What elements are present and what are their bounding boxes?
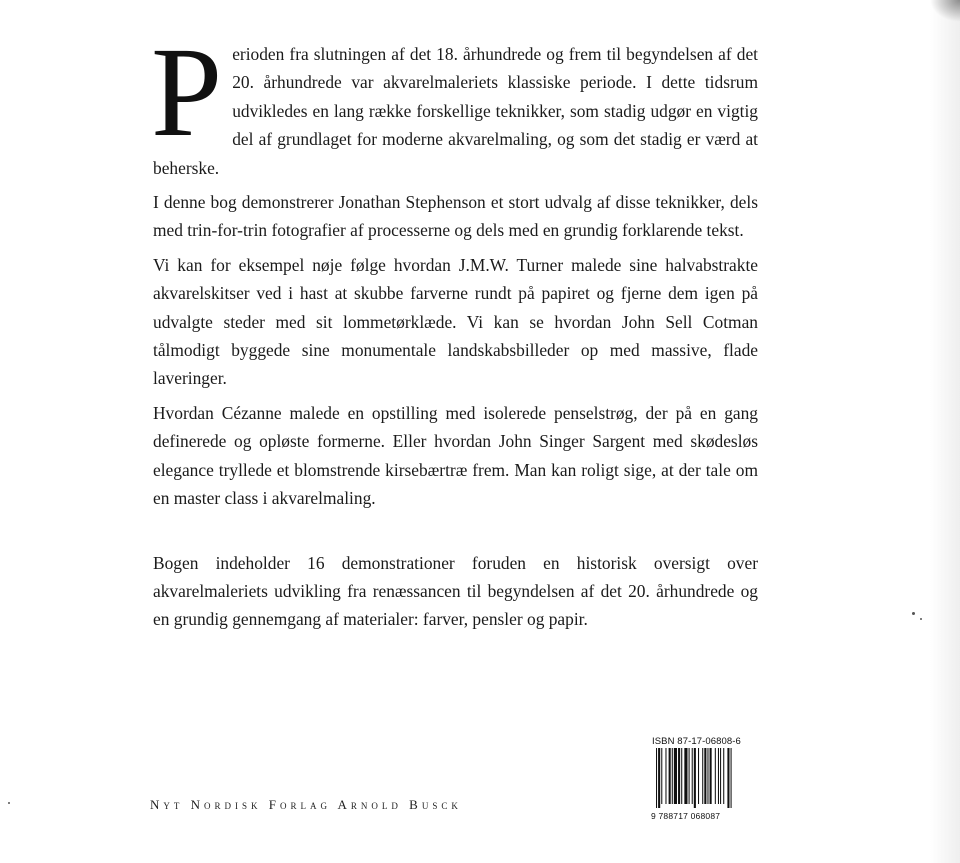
paragraph-techniques: I denne bog demonstrerer Jonathan Stephenson et stort udvalg af disse teknikker, dels med trin-for-trin fotografier af processerne og dels med en grundig forklarende tekst.: [153, 192, 758, 241]
barcode-bar: [698, 748, 699, 804]
paragraph-turner-cotman: Vi kan for eksempel nøje følge hvordan J.M.W. Turner malede sine halvabstrakte akvarelskitser ved i hast at skubbe farverne rundt på papiret og fjerne dem igen på udvalgte steder med sit lommetørklæde. Vi kan se hvordan John Sell Cotman tålmodigt byggede sine monumentale landskabsbilleder op med massive, flade laveringer.: [153, 254, 758, 389]
barcode-bar: [702, 748, 703, 804]
barcode-bar: [723, 748, 724, 804]
paragraph-intro: [151, 21, 758, 182]
barcode-bar: [720, 748, 721, 804]
paragraph-intro-text: erioden fra slutningen af det 18. århundrede og frem til begyndelsen af det 20. århundrede var akvarelmaleriets klassiske periode. I dette tidsrum udvikledes en lang række forskellige teknikker, som stadig udgør en vigtig del af grundlaget for moderne akvarelmaling, og som det stadig er værd at beherske.: [153, 44, 758, 178]
barcode-bar: [689, 748, 690, 804]
description-text: [151, 21, 758, 640]
page-edge-shadow: [930, 0, 960, 863]
barcode-bar: [715, 748, 716, 804]
dust-speck: [912, 612, 915, 615]
barcode-bar: [692, 748, 693, 804]
corner-smudge: [930, 0, 960, 22]
barcode-bar: [656, 748, 657, 808]
paragraph-cezanne-sargent: Hvordan Cézanne malede en opstilling med isolerede penselstrøg, der på en gang definerede og opløste formerne. Eller hvordan John Singer Sargent med skødesløs elegance tryllede et blomstrende kirsebærtræ frem. Man kan roligt sige, at der tale om en master class i akvarelmaling.: [153, 402, 758, 509]
barcode-bar: [658, 748, 660, 808]
barcode-bar: [661, 748, 662, 804]
publisher-name: Nyt Nordisk Forlag Arnold Busck: [150, 797, 462, 812]
barcode-bar: [669, 748, 671, 804]
drop-cap-letter: P: [151, 21, 223, 163]
barcode-bar: [684, 748, 687, 804]
isbn-barcode: [656, 748, 756, 808]
isbn-label: ISBN 87-17-06808-6: [652, 736, 741, 747]
barcode-bar: [674, 748, 677, 804]
dust-speck: [920, 618, 922, 620]
barcode-digits: 9 788717 068087: [651, 811, 721, 821]
paragraph-contents: Bogen indeholder 16 demonstrationer foruden en historisk oversigt over akvarelmaleriets udvikling fra renæssancen til begyndelsen af det 20. århundrede og en grundig gennemgang af materialer: farver, pensler og papir.: [153, 552, 758, 630]
barcode-bar: [681, 748, 682, 804]
barcode-bar: [718, 748, 719, 804]
barcode-bar: [707, 748, 708, 804]
barcode-bar: [678, 748, 680, 804]
barcode-bar: [704, 748, 706, 804]
paragraph-gap: [153, 519, 758, 549]
barcode-bar: [694, 748, 696, 808]
dust-speck: [8, 802, 10, 804]
barcode-bar: [672, 748, 673, 804]
barcode-bar: [727, 748, 729, 808]
barcode-bar: [665, 748, 666, 804]
barcode-bar: [710, 748, 712, 804]
barcode-bar: [731, 748, 732, 808]
